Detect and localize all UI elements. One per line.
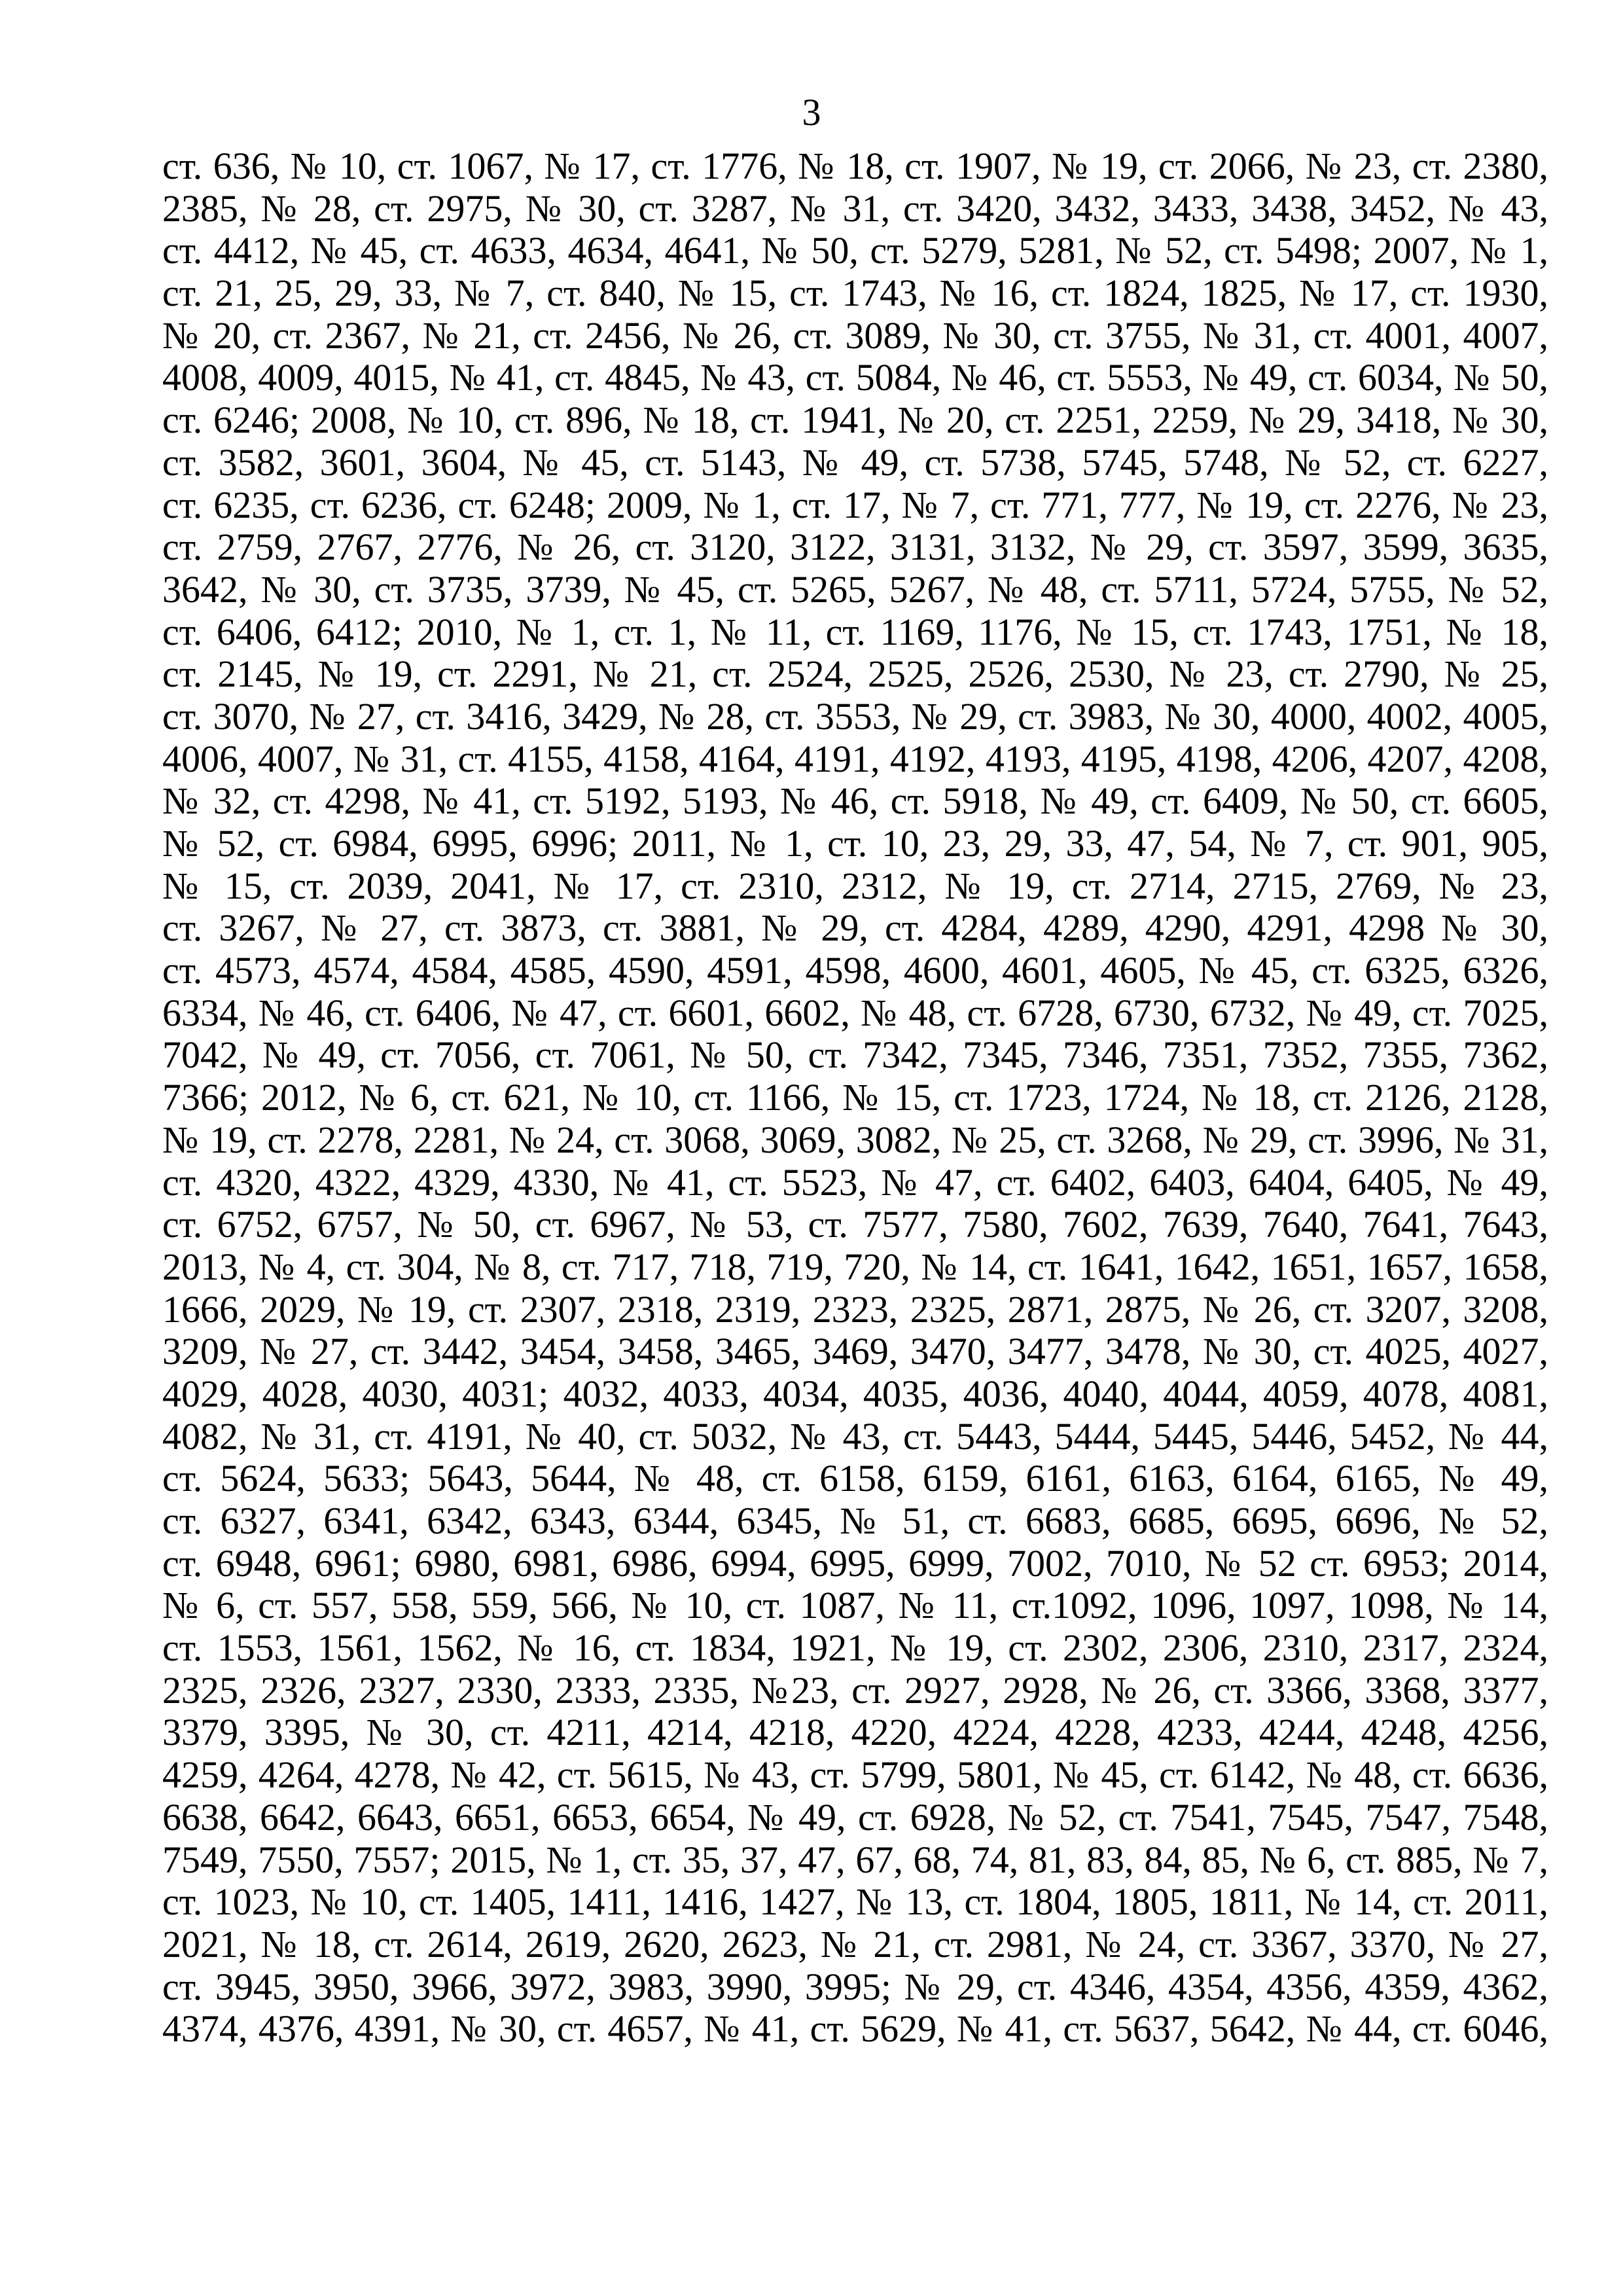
text-line: № 32, ст. 4298, № 41, ст. 5192, 5193, № 46, ст. 5918, № 49, ст. 6409, № 50, ст. 6605, <box>162 780 1548 823</box>
text-line: 4029, 4028, 4030, 4031; 4032, 4033, 4034, 4035, 4036, 4040, 4044, 4059, 4078, 4081, <box>162 1372 1548 1415</box>
text-line: № 6, ст. 557, 558, 559, 566, № 10, ст. 1087, № 11, ст.1092, 1096, 1097, 1098, № 14, <box>162 1584 1548 1627</box>
text-line: ст. 21, 25, 29, 33, № 7, ст. 840, № 15, ст. 1743, № 16, ст. 1824, 1825, № 17, ст. 1930, <box>162 272 1548 315</box>
text-line: 4082, № 31, ст. 4191, № 40, ст. 5032, № 43, ст. 5443, 5444, 5445, 5446, 5452, № 44, <box>162 1414 1548 1458</box>
text-line: ст. 4573, 4574, 4584, 4585, 4590, 4591, 4598, 4600, 4601, 4605, № 45, ст. 6325, 6326, <box>162 949 1548 992</box>
text-line: ст. 636, № 10, ст. 1067, № 17, ст. 1776, № 18, ст. 1907, № 19, ст. 2066, № 23, ст. 2380, <box>162 145 1548 187</box>
text-line: 2021, № 18, ст. 2614, 2619, 2620, 2623, № 21, ст. 2981, № 24, ст. 3367, 3370, № 27, <box>162 1922 1548 1965</box>
text-line: 2385, № 28, ст. 2975, № 30, ст. 3287, № 31, ст. 3420, 3432, 3433, 3438, 3452, № 43, <box>162 187 1548 230</box>
text-line: № 15, ст. 2039, 2041, № 17, ст. 2310, 2312, № 19, ст. 2714, 2715, 2769, № 23, <box>162 864 1548 907</box>
text-line: 4374, 4376, 4391, № 30, ст. 4657, № 41, ст. 5629, № 41, ст. 5637, 5642, № 44, ст. 6046, <box>162 2007 1548 2051</box>
text-line: 6638, 6642, 6643, 6651, 6653, 6654, № 49, ст. 6928, № 52, ст. 7541, 7545, 7547, 7548, <box>162 1795 1548 1839</box>
text-line: 7549, 7550, 7557; 2015, № 1, ст. 35, 37, 47, 67, 68, 74, 81, 83, 84, 85, № 6, ст. 885, № 7, <box>162 1838 1548 1881</box>
text-line: № 20, ст. 2367, № 21, ст. 2456, № 26, ст. 3089, № 30, ст. 3755, № 31, ст. 4001, 4007, <box>162 314 1548 357</box>
body-text <box>162 145 1548 2051</box>
text-line: ст. 6948, 6961; 6980, 6981, 6986, 6994, 6995, 6999, 7002, 7010, № 52 ст. 6953; 2014, <box>162 1541 1548 1585</box>
text-line: 4259, 4264, 4278, № 42, ст. 5615, № 43, ст. 5799, 5801, № 45, ст. 6142, № 48, ст. 6636, <box>162 1753 1548 1797</box>
text-line: ст. 4320, 4322, 4329, 4330, № 41, ст. 5523, № 47, ст. 6402, 6403, 6404, 6405, № 49, <box>162 1160 1548 1204</box>
text-line: ст. 6235, ст. 6236, ст. 6248; 2009, № 1, ст. 17, № 7, ст. 771, 777, № 19, ст. 2276, № 23, <box>162 483 1548 526</box>
text-line: 3642, № 30, ст. 3735, 3739, № 45, ст. 5265, 5267, № 48, ст. 5711, 5724, 5755, № 52, <box>162 567 1548 611</box>
text-line: 2325, 2326, 2327, 2330, 2333, 2335, №23, ст. 2927, 2928, № 26, ст. 3366, 3368, 3377, <box>162 1668 1548 1712</box>
text-line: ст. 6246; 2008, № 10, ст. 896, № 18, ст. 1941, № 20, ст. 2251, 2259, № 29, 3418, № 30, <box>162 399 1548 442</box>
text-line: 7042, № 49, ст. 7056, ст. 7061, № 50, ст. 7342, 7345, 7346, 7351, 7352, 7355, 7362, <box>162 1033 1548 1077</box>
text-line: ст. 1023, № 10, ст. 1405, 1411, 1416, 1427, № 13, ст. 1804, 1805, 1811, № 14, ст. 2011, <box>162 1880 1548 1924</box>
text-line: ст. 6406, 6412; 2010, № 1, ст. 1, № 11, ст. 1169, 1176, № 15, ст. 1743, 1751, № 18, <box>162 610 1548 653</box>
text-line: ст. 3070, № 27, ст. 3416, 3429, № 28, ст. 3553, № 29, ст. 3983, № 30, 4000, 4002, 4005, <box>162 694 1548 738</box>
text-line: ст. 3945, 3950, 3966, 3972, 3983, 3990, 3995; № 29, ст. 4346, 4354, 4356, 4359, 4362, <box>162 1965 1548 2008</box>
text-line: 4006, 4007, № 31, ст. 4155, 4158, 4164, 4191, 4192, 4193, 4195, 4198, 4206, 4207, 4208, <box>162 737 1548 780</box>
text-line: 2013, № 4, ст. 304, № 8, ст. 717, 718, 719, 720, № 14, ст. 1641, 1642, 1651, 1657, 1658, <box>162 1245 1548 1288</box>
text-line: ст. 3582, 3601, 3604, № 45, ст. 5143, № 49, ст. 5738, 5745, 5748, № 52, ст. 6227, <box>162 440 1548 484</box>
text-line: ст. 6752, 6757, № 50, ст. 6967, № 53, ст. 7577, 7580, 7602, 7639, 7640, 7641, 7643, <box>162 1203 1548 1246</box>
text-line: ст. 5624, 5633; 5643, 5644, № 48, ст. 6158, 6159, 6161, 6163, 6164, 6165, № 49, <box>162 1457 1548 1500</box>
text-line: № 19, ст. 2278, 2281, № 24, ст. 3068, 3069, 3082, № 25, ст. 3268, № 29, ст. 3996, № 31, <box>162 1118 1548 1161</box>
page-number: 3 <box>802 91 821 134</box>
text-line: ст. 2145, № 19, ст. 2291, № 21, ст. 2524, 2525, 2526, 2530, № 23, ст. 2790, № 25, <box>162 653 1548 696</box>
text-line: ст. 1553, 1561, 1562, № 16, ст. 1834, 1921, № 19, ст. 2302, 2306, 2310, 2317, 2324, <box>162 1626 1548 1670</box>
text-line: 3379, 3395, № 30, ст. 4211, 4214, 4218, 4220, 4224, 4228, 4233, 4244, 4248, 4256, <box>162 1711 1548 1754</box>
text-line: ст. 2759, 2767, 2776, № 26, ст. 3120, 3122, 3131, 3132, № 29, ст. 3597, 3599, 3635, <box>162 526 1548 569</box>
text-line: № 52, ст. 6984, 6995, 6996; 2011, № 1, ст. 10, 23, 29, 33, 47, 54, № 7, ст. 901, 905, <box>162 822 1548 865</box>
text-line: 1666, 2029, № 19, ст. 2307, 2318, 2319, 2323, 2325, 2871, 2875, № 26, ст. 3207, 3208, <box>162 1287 1548 1331</box>
text-line: 6334, № 46, ст. 6406, № 47, ст. 6601, 6602, № 48, ст. 6728, 6730, 6732, № 49, ст. 7025, <box>162 991 1548 1034</box>
text-line: ст. 4412, № 45, ст. 4633, 4634, 4641, № 50, ст. 5279, 5281, № 52, ст. 5498; 2007, № 1, <box>162 229 1548 272</box>
text-line: 7366; 2012, № 6, ст. 621, № 10, ст. 1166, № 15, ст. 1723, 1724, № 18, ст. 2126, 2128, <box>162 1076 1548 1119</box>
text-line: 4008, 4009, 4015, № 41, ст. 4845, № 43, ст. 5084, № 46, ст. 5553, № 49, ст. 6034, № 50, <box>162 356 1548 399</box>
text-line: ст. 6327, 6341, 6342, 6343, 6344, 6345, № 51, ст. 6683, 6685, 6695, 6696, № 52, <box>162 1499 1548 1542</box>
text-line: ст. 3267, № 27, ст. 3873, ст. 3881, № 29, ст. 4284, 4289, 4290, 4291, 4298 № 30, <box>162 906 1548 950</box>
text-line: 3209, № 27, ст. 3442, 3454, 3458, 3465, 3469, 3470, 3477, 3478, № 30, ст. 4025, 4027, <box>162 1330 1548 1373</box>
